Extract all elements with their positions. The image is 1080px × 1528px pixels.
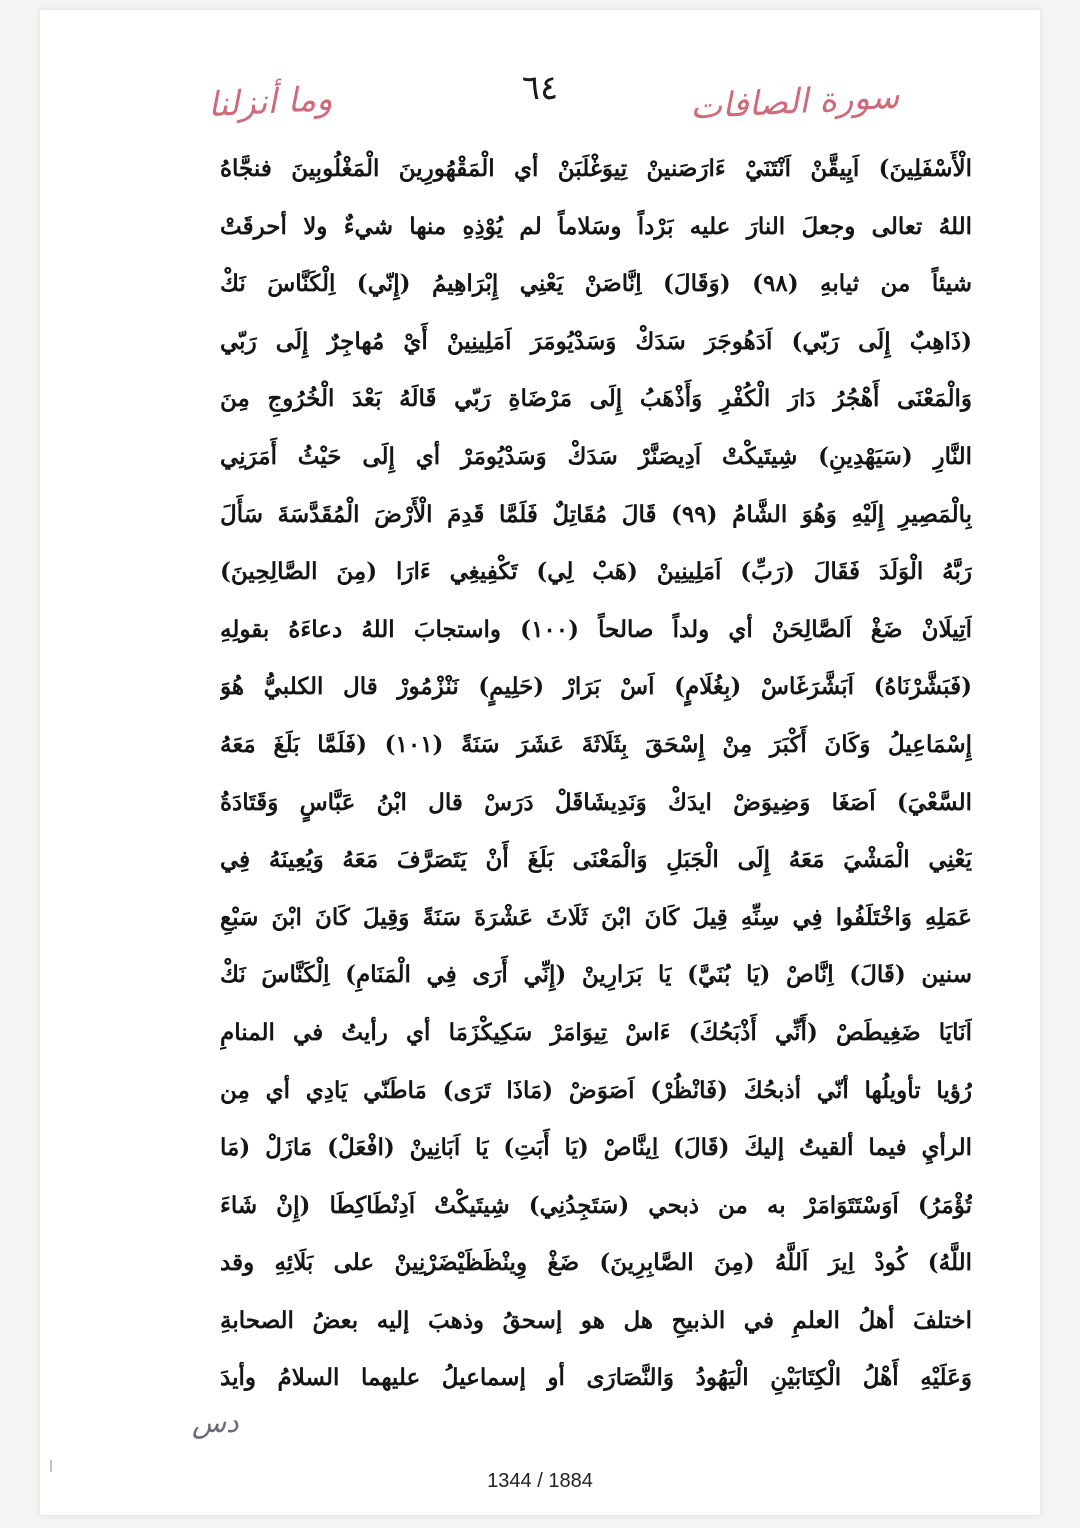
manuscript-page <box>40 10 1040 1515</box>
text-line: وَعَلَيْهِ أَهْلُ الْكِتَابَيْنِ الْيَهُودُ وَالنَّصَارَى أو إسماعيلُ عليهما السلامُ وأيدَ <box>220 1364 972 1392</box>
text-line: (فَبَشَّرْنَاهُ) اَبَشَّرَغَاسْ (بِغُلَامٍ) اَسْ بَرَارْ (حَلِيمٍ) نَنْزْمُورْ قال الكلبيُّ هُوَ <box>220 673 972 701</box>
text-line: إِسْمَاعِيلُ وَكَانَ أَكْبَرَ مِنْ إِسْحَقَ بِثَلَاثَةَ عَشَرَ سَنَةً (١٠١) (فَلَمَّا بَلَغَ مَعَهُ <box>220 730 972 758</box>
text-line: (ذَاهِبٌ إِلَى رَبّي) اَدَهُوجَرَ سَدَكْ وَسَدْيُومَرَ اَمَلِينِينْ أَيْ مُهاجِرٌ إِلَى رَبّي <box>220 327 972 355</box>
page-counter: 1344 / 1884 <box>487 1470 593 1492</box>
text-line: شيئاً من ثيابهِ (٩٨) (وَقَالَ) اِنَّاصَنْ يَعْنِي إِبْرَاهِيمُ (إِنّي) اِلْكَنَّاسَ نَكْ <box>220 270 972 298</box>
text-line: اللَّهُ) كُودْ اِيرَ اَللَّهُ (مِنَ الصَّابِرِينَ) ضَغْ وِينْظَظَيْضَرْنِينْ على بَلَائِهِ وقد <box>220 1249 972 1277</box>
text-line: رُؤيا تأويلُها أنّي أذبحُكَ (فَانْظُرْ) اَصَوَضْ (مَاذَا تَرَى) مَاطَنّي يَادِي أي مِن <box>220 1076 972 1104</box>
text-line: بِالْمَصِيرِ إِلَيْهِ وَهُوَ الشَّامُ (٩٩) قَالَ مُقَاتِلٌ فَلَمَّا قَدِمَ الْأَرْضَ الْمُقَدَّسَةَ سَأَلَ <box>220 500 972 528</box>
text-line: اَنَايَا ضَغِيطَصْ (أَنِّي أَذْبَحُكَ) ءَاسْ تِيوَامَرْ سَكِيكْزَمَا أي رأيتُ في المنامِ <box>220 1018 972 1046</box>
text-line: اَتِيلَانْ ضَغْ اَلصَّالِحَنْ أي ولداً صالحاً (١٠٠) واستجابَ اللهُ دعاءَهُ بقولِهِ <box>220 615 972 643</box>
handwritten-signature: دس <box>192 1406 239 1439</box>
handwritten-section-note: وما أنزلنا <box>207 78 334 126</box>
text-line: تُؤْمَرُ) اَوَسْتَتَوَامَرْ به من ذبحي (سَتَجِدُنِي) شِيتَيكْتْ اَدِنْطَاكِطَا (إِنْ شَاءَ <box>220 1191 972 1219</box>
text-line: عَمَلِهِ وَاخْتَلَفُوا فِي سِنِّهِ قِيلَ كَانَ ابْنَ ثَلَاثَ عَشْرَةَ سَنَةً وَقِيلَ كَانَ ابْنَ سَبْعِ <box>220 903 972 931</box>
text-line: وَالْمَعْنَى أَهْجُرُ دَارَ الْكُفْرِ وَأَذْهَبُ إِلَى مَرْضَاةِ رَبّي قَالَهُ بَعْدَ الْخُرُوجِ مِنَ <box>220 385 972 413</box>
text-line: السَّعْيَ) اَصَغَا وَضِيوَضْ ايدَكْ وَنَدِيشَاقَلْ دَرَسْ قال ابْنُ عَبَّاسٍ وَقَتَادَةُ <box>220 788 972 816</box>
page-number: ٦٤ <box>521 68 559 108</box>
text-body <box>220 140 972 1407</box>
text-line: سنين (قَالَ) اِنَّاصْ (يَا بُنَيَّ) يَا بَرَارِينْ (إِنِّي أَرَى فِي الْمَنَامِ) اِلْكَنَّاسَ نَكْ <box>220 961 972 989</box>
text-line: النَّارِ (سَيَهْدِينِ) شِيتَيكْتْ اَدِيصَنَّرْ سَدَكْ وَسَدْيُومَرْ أي إِلَى حَيْثُ أَمَرَنِي <box>220 442 972 470</box>
text-line: اختلفَ أهلُ العلمِ في الذبيحِ هل هو إسحقُ وذهبَ إليه بعضُ الصحابةِ <box>220 1306 972 1334</box>
text-line: اللهُ تعالى وجعلَ النارَ عليه بَرْداً وسَلاماً لم يُوْذِهِ منها شيءٌ ولا أحرقَتْ <box>220 212 972 240</box>
text-line: يَعْنِي الْمَشْيَ مَعَهُ إِلَى الْجَبَلِ وَالْمَعْنَى بَلَغَ أَنْ يَتَصَرَّفَ مَعَهُ وَيُعِينَهُ فِي <box>220 846 972 874</box>
text-line: رَبَّهُ الْوَلَدَ فَقَالَ (رَبِّ) اَمَلِينِينْ (هَبْ لِي) تَكْفِيغِي ءَارَا (مِنَ الصَّالِحِينَ) <box>220 558 972 586</box>
text-line: الرأيِ فيما ألقيتُ إليكَ (قَالَ) اِينَّاصْ (يَا أَبَتِ) يَا اَبَانِينْ (افْعَلْ) مَازَلْ (مَا <box>220 1134 972 1162</box>
handwritten-surah-note: سورة الصافات <box>689 76 901 128</box>
text-line: الْأَسْفَلِينَ) اَيِيقَّنْ اَنْتَنَيْ ءَارَصَنينْ تِيوَغْلَبَنْ أي الْمَقْهُورِينَ الْمَغْلُوبِينَ فنجَّاهُ <box>220 155 972 182</box>
